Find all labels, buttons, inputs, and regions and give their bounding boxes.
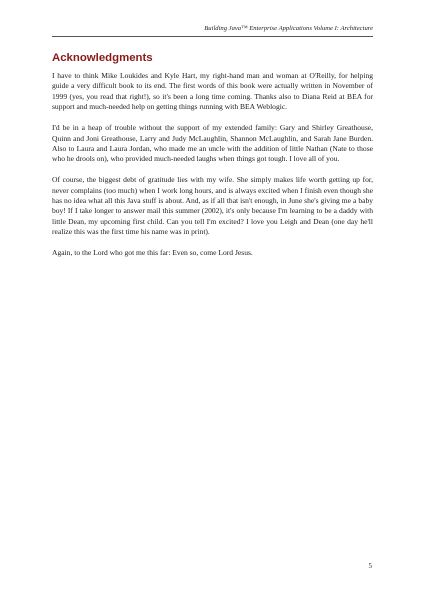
section-body	[52, 71, 373, 269]
paragraph-1: I have to think Mike Loukides and Kyle Hart, my right-hand man and woman at O'Reilly, for helping guide a very difficult book to its end. The first words of this book were actually written in November of 1999 (yes, you read that right!), so it's been a long time coming. Thanks also to Diana Reid at BEA for support and much-needed help on getting things running with BEA Weblogic.	[52, 71, 373, 112]
paragraph-3: Of course, the biggest debt of gratitude lies with my wife. She simply makes life worth getting up for, never complains (too much) when I work long hours, and is always excited when I finish even though she has no idea what all this Java stuff is about. And, as if all that isn't enough, in June she's giving me a baby boy! If I take longer to answer mail this summer (2002), it's only because I'm learning to be a daddy with little Dean, my upcoming first child. Can you tell I'm excited? I love you Leigh and Dean (one day he'll realize this was the first time his name was in print).	[52, 175, 373, 237]
paragraph-4: Again, to the Lord who got me this far: Even so, come Lord Jesus.	[52, 248, 253, 258]
paragraph-2: I'd be in a heap of trouble without the support of my extended family: Gary and Shirley Greathouse, Quinn and Joni Greathouse, Larry and Judy McLaughlin, Shannon McLaughlin, and Sarah Jane Burden. Also to Laura and Laura Jordan, who made me an uncle with the addition of little Nathan (Nate to those who he drools on), who provided much-needed laughs when things got tough. I love all of you.	[52, 123, 373, 164]
section-heading: Acknowledgments	[52, 52, 153, 64]
page-number: 5	[368, 562, 372, 570]
running-header: Building Java™ Enterprise Applications Volume I: Architecture	[52, 24, 373, 37]
